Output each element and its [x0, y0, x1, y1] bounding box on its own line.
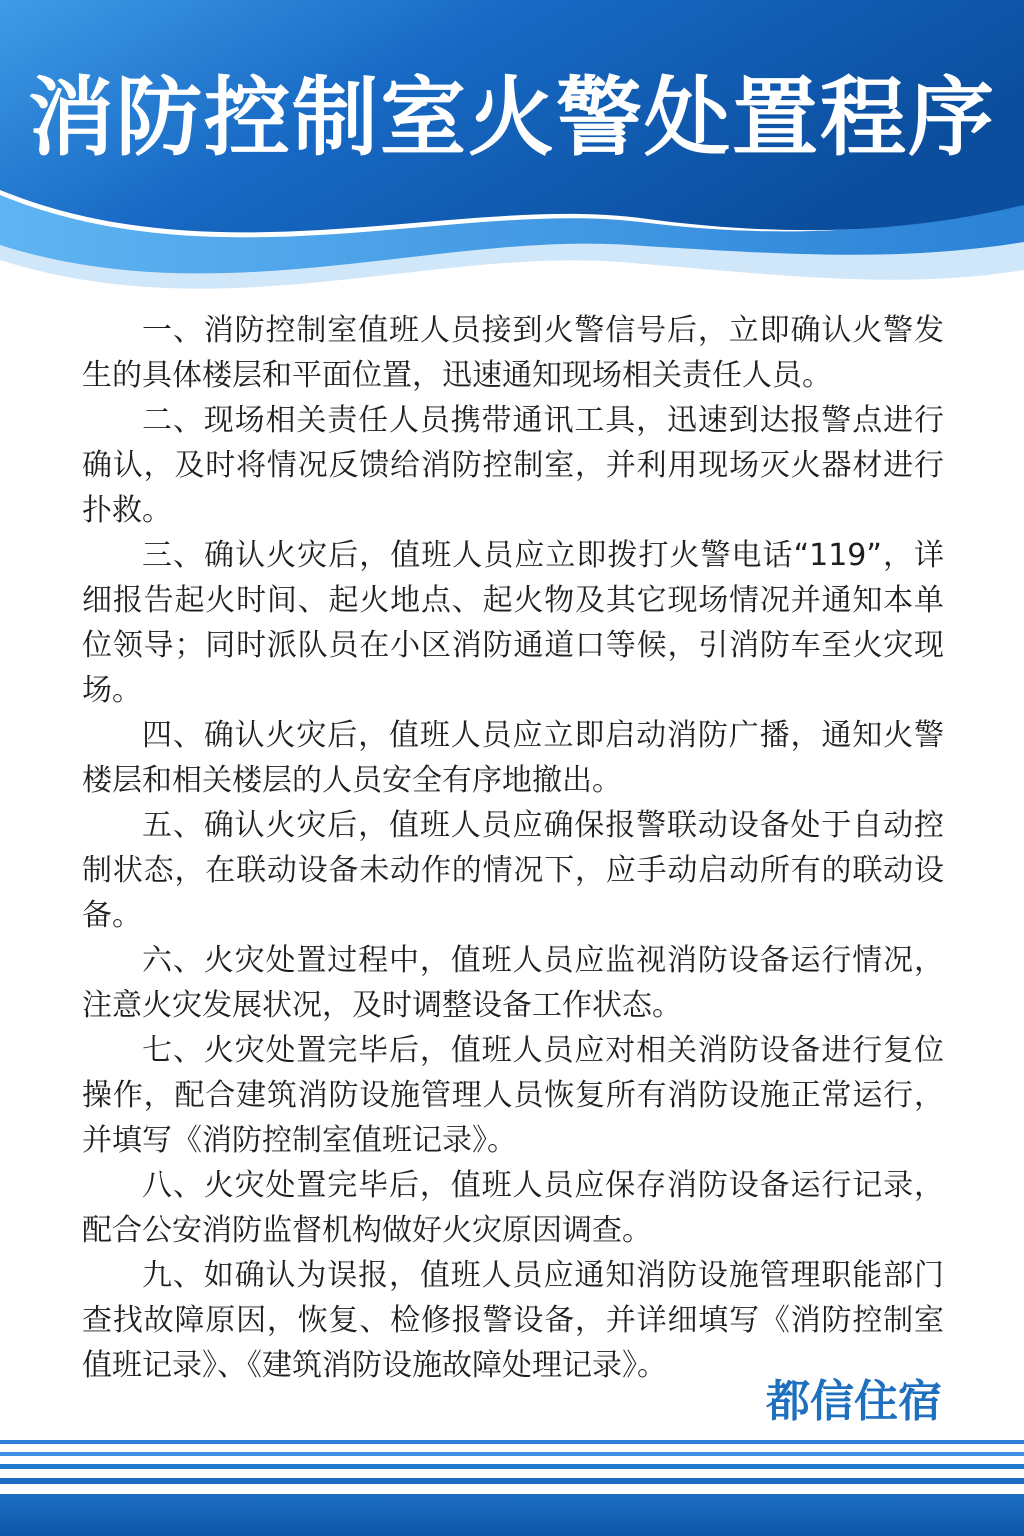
footer-stripe: [0, 1478, 1024, 1484]
procedure-step-6: 六、火灾处置过程中，值班人员应监视消防设备运行情况，注意火灾发展状况，及时调整设备工作状态。: [82, 943, 944, 1023]
procedure-step-7: 七、火灾处置完毕后，值班人员应对相关消防设备进行复位操作，配合建筑消防设施管理人员恢复所有消防设施正常运行，并填写《消防控制室值班记录》。: [82, 1033, 944, 1158]
footer-stripes: [0, 1440, 1024, 1536]
procedure-content: [82, 308, 944, 1388]
procedure-step-9: 九、如确认为误报，值班人员应通知消防设施管理职能部门查找故障原因，恢复、检修报警设备，并详细填写《消防控制室值班记录》、《建筑消防设施故障处理记录》。: [82, 1258, 944, 1383]
procedure-step-1: 一、消防控制室值班人员接到火警信号后，立即确认火警发生的具体楼层和平面位置，迅速通知现场相关责任人员。: [82, 313, 944, 393]
footer-stripe: [0, 1440, 1024, 1444]
procedure-step-8: 八、火灾处置完毕后，值班人员应保存消防设备运行记录，配合公安消防监督机构做好火灾原因调查。: [82, 1168, 944, 1248]
procedure-step-5: 五、确认火灾后，值班人员应确保报警联动设备处于自动控制状态，在联动设备未动作的情况下，应手动启动所有的联动设备。: [82, 808, 944, 933]
procedure-step-3: 三、确认火灾后，值班人员应立即拨打火警电话“119”，详细报告起火时间、起火地点、起火物及其它现场情况并通知本单位领导；同时派队员在小区消防通道口等候，引消防车至火灾现场。: [82, 538, 944, 708]
procedure-step-4: 四、确认火灾后，值班人员应立即启动消防广播，通知火警楼层和相关楼层的人员安全有序地撤出。: [82, 718, 944, 798]
organization-name: 都信住宿: [766, 1376, 942, 1427]
page-title: 消防控制室火警处置程序: [28, 68, 996, 168]
footer-stripe: [0, 1452, 1024, 1456]
footer-stripe: [0, 1464, 1024, 1469]
procedure-step-2: 二、现场相关责任人员携带通讯工具，迅速到达报警点进行确认，及时将情况反馈给消防控制室，并利用现场灭火器材进行扑救。: [82, 403, 944, 528]
footer-band: [0, 1494, 1024, 1536]
